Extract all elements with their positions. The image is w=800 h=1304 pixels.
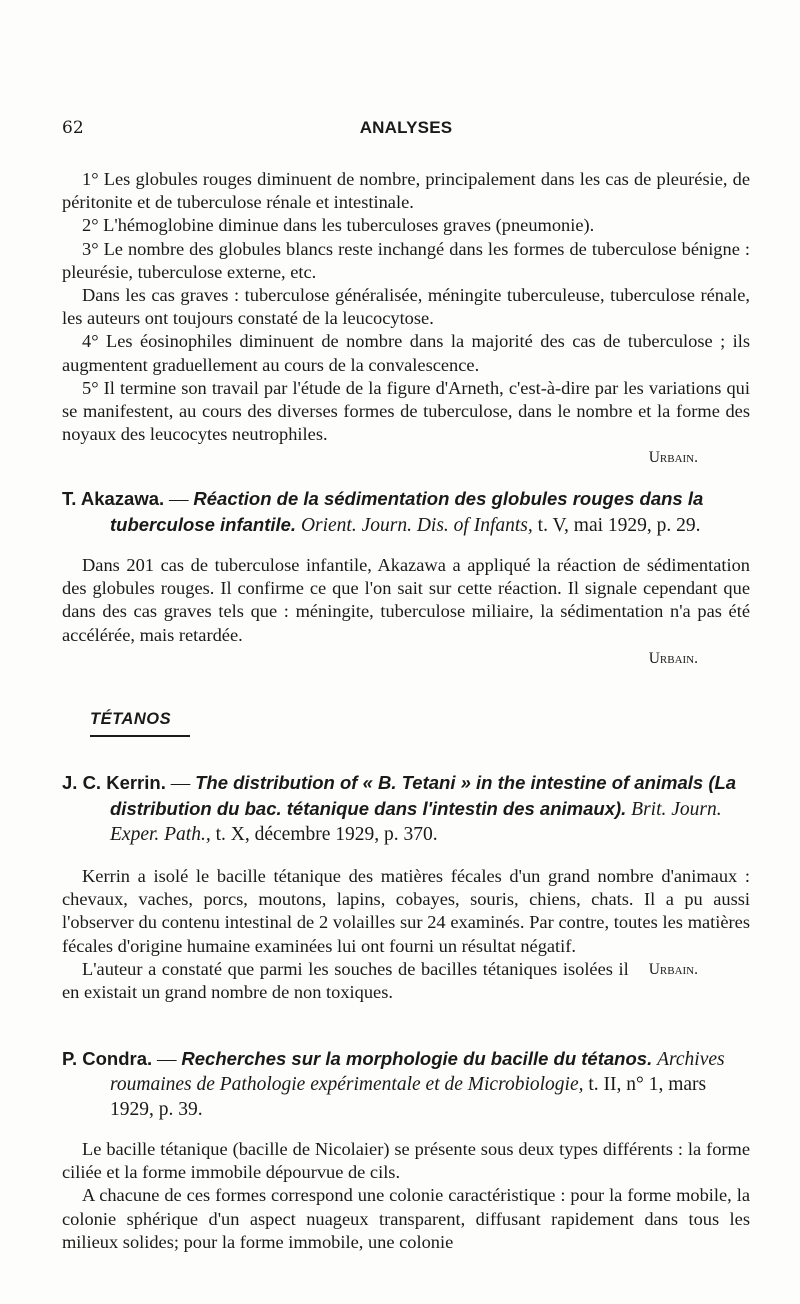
article-title: The distribution of « B. Tetani » in the intestine of animals (La distribution du bac. tétanique dans l'intestin des animaux). [110,772,737,819]
citation-details: t. V, mai 1929, p. 29. [532,515,701,536]
paragraph: Urbain. L'auteur a constaté que parmi les souches de bacilles tétaniques isolées il en existait un grand nombre de non toxiques. [62,958,750,1004]
entry-akazawa [62,486,750,670]
paragraph: 5° Il termine son travail par l'étude de la figure d'Arneth, c'est-à-dire par les variations qui se manifestent, au cours des diverses formes de tuberculose, dans le nombre et la forme des noyaux des leucocytes neutrophiles. [62,377,750,445]
section-rule [90,735,190,737]
author: T. Akazawa. [62,488,165,509]
dash: — [164,489,194,510]
paragraph: Dans 201 cas de tuberculose infantile, Akazawa a appliqué la réaction de sédimentation des globules rouges. Il confirme ce que l'on sait sur cette réaction. Il signale cependant que dans des cas graves tels que : méningite, tuberculose miliaire, la sédimentation n'a pas été accélérée, mais retardée. [62,555,750,645]
paragraph: 2° L'hémoglobine diminue dans les tuberculoses graves (pneumonie). [82,215,595,236]
paragraph: Kerrin a isolé le bacille tétanique des matières fécales d'un grand nombre d'animaux : chevaux, vaches, porcs, moutons, lapins, cobayes, souris, chiens, chats. Il a pu aussi l'observer du contenu intestinal de 2 volailles sur 24 examinés. Par contre, toutes les matières fécales d'origine humaine examinées lui ont fourni un résultat négatif. [62,866,750,956]
paragraph: 4° Les éosinophiles diminuent de nombre dans la majorité des cas de tuberculose ; ils augmentent graduellement au cours de la convalescence. [62,331,750,375]
journal: Brit. Journ. Exper. Path., [110,799,722,845]
article-title: Recherches sur la morphologie du bacille du tétanos. [181,1048,653,1069]
section-title: TÉTANOS [90,710,172,728]
citation [62,1046,750,1122]
signature: Urbain. [648,960,698,978]
entry-condra [62,1046,750,1254]
author: P. Condra. [62,1048,153,1069]
page-number: 62 [62,118,84,138]
paragraph: Le bacille tétanique (bacille de Nicolaier) se présente sous deux types différents : la forme ciliée et la forme immobile dépourvue de cils. [62,1139,750,1183]
top-block [62,168,750,469]
dash: — [165,773,196,794]
signature: Urbain. [648,449,698,467]
paragraph: 1° Les globules rouges diminuent de nombre, principalement dans les cas de pleurésie, de péritonite et de tuberculose rénale et intestinale. [62,169,750,213]
article-title: Réaction de la sédimentation des globules rouges dans la tuberculose infantile. [110,488,704,535]
citation [62,770,750,847]
entry-kerrin [62,770,750,1004]
journal: Archives roumaines de Pathologie expérimentale et de Microbiologie, [110,1049,725,1095]
paragraph: A chacune de ces formes correspond une colonie caractéristique : pour la forme mobile, la colonie sphérique d'un aspect nuageux transparent, diffusant rapidement dans tous les milieux solides; pour la forme immobile, une colonie [62,1185,750,1252]
page-header [62,118,750,144]
paragraph: Dans les cas graves : tuberculose généralisée, méningite tuberculeuse, tuberculose rénale, les auteurs ont toujours constaté de la leucocytose. [62,285,750,329]
entry-body [62,865,750,1004]
journal: Orient. Journ. Dis. of Infants, [300,515,533,536]
entry-body [62,554,750,670]
author: J. C. Kerrin. [62,772,166,793]
citation-details: t. X, décembre 1929, p. 370. [210,824,438,845]
dash: — [152,1049,182,1070]
entry-body [62,1138,750,1254]
citation [62,486,750,538]
signature: Urbain. [648,649,698,667]
paragraph: 3° Le nombre des globules blancs reste inchangé dans les formes de tuberculose bénigne : pleurésie, tuberculose externe, etc. [62,238,750,282]
running-head: ANALYSES [359,118,453,137]
citation-details: t. II, n° 1, mars 1929, p. 39. [110,1074,707,1120]
